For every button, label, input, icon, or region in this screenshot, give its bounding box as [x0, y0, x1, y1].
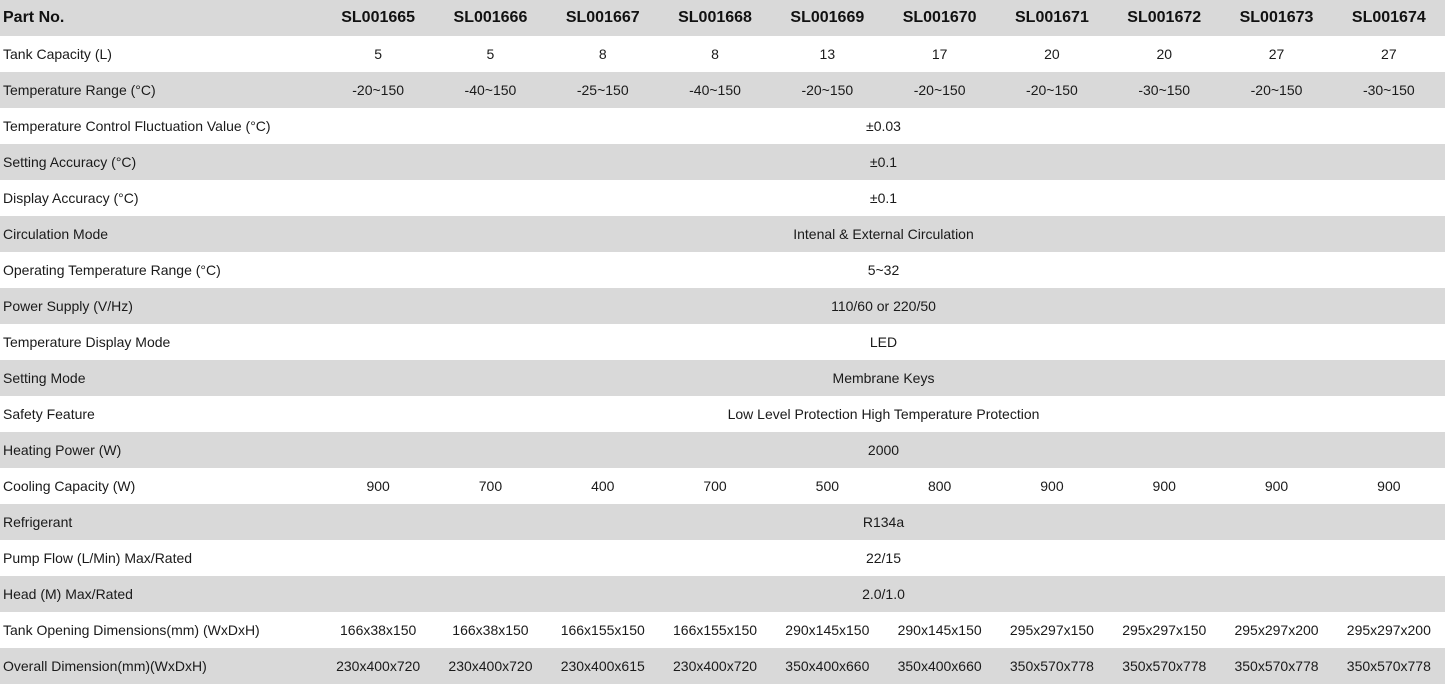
- shared-cell-value: R134a: [862, 514, 905, 530]
- cell-value: -40~150: [464, 82, 517, 98]
- shared-cell-value: 5~32: [867, 262, 900, 278]
- shared-cell-value: 2.0/1.0: [862, 586, 905, 602]
- row-label: Setting Mode: [3, 370, 86, 386]
- cell-value: -30~150: [1362, 82, 1415, 98]
- cell-value: 900: [1040, 478, 1064, 494]
- cell-value: -20~150: [1026, 82, 1078, 98]
- cell-value: -30~150: [1138, 82, 1191, 98]
- table-row: [0, 576, 1445, 612]
- cell-value: 350x400x660: [897, 658, 982, 674]
- cell-value: 700: [703, 478, 727, 494]
- cell-value: -40~150: [689, 82, 741, 98]
- cell-value: 230x400x615: [560, 658, 645, 674]
- shared-cell-value: ±0.1: [869, 154, 898, 170]
- cell-value: -20~150: [352, 82, 405, 98]
- cell-value: 13: [819, 46, 836, 62]
- row-label: Heating Power (W): [3, 442, 122, 458]
- cell-value: 350x570x778: [1009, 658, 1094, 674]
- row-label: Tank Capacity (L): [3, 46, 112, 62]
- cell-value: 166x38x150: [452, 622, 529, 638]
- cell-value: 900: [1264, 478, 1289, 494]
- row-label: Operating Temperature Range (°C): [3, 262, 221, 278]
- part-number-header: SL001669: [790, 9, 865, 26]
- table-row: [0, 432, 1445, 468]
- cell-value: 350x570x778: [1234, 658, 1319, 674]
- shared-cell-value: LED: [869, 334, 898, 350]
- row-label: Pump Flow (L/Min) Max/Rated: [3, 550, 193, 566]
- cell-value: 5: [486, 46, 495, 62]
- cell-value: 500: [815, 478, 840, 494]
- table-row: [0, 216, 1445, 252]
- row-label: Head (M) Max/Rated: [3, 586, 133, 602]
- cell-value: 290x145x150: [897, 622, 982, 638]
- cell-value: 27: [1381, 46, 1397, 62]
- row-label: Refrigerant: [3, 514, 73, 530]
- shared-cell-value: Low Level Protection High Temperature Protection: [727, 406, 1040, 422]
- cell-value: 8: [711, 46, 719, 62]
- row-label: Setting Accuracy (°C): [3, 154, 137, 170]
- cell-value: 230x400x720: [336, 658, 421, 674]
- shared-cell-value: ±0.1: [869, 190, 898, 206]
- row-label: Circulation Mode: [3, 226, 109, 242]
- cell-value: 295x297x200: [1346, 622, 1431, 638]
- cell-value: 8: [598, 46, 607, 62]
- shared-cell-value: 110/60 or 220/50: [831, 298, 936, 314]
- cell-value: 290x145x150: [785, 622, 870, 638]
- cell-value: 350x400x660: [785, 658, 870, 674]
- part-number-header: SL001665: [341, 9, 416, 26]
- part-number-header: SL001670: [902, 9, 977, 26]
- row-label: Temperature Display Mode: [3, 334, 171, 350]
- cell-value: 900: [1377, 478, 1401, 494]
- table-row: [0, 504, 1445, 540]
- cell-value: 17: [931, 46, 948, 62]
- table-row: [0, 108, 1445, 144]
- cell-value: 166x38x150: [340, 622, 417, 638]
- row-label: Temperature Range (°C): [3, 82, 156, 98]
- shared-cell-value: 2000: [867, 442, 900, 458]
- table-row: [0, 252, 1445, 288]
- cell-value: -20~150: [913, 82, 966, 98]
- table-row: [0, 288, 1445, 324]
- table-row: [0, 324, 1445, 360]
- table-row: [0, 612, 1445, 648]
- row-label: Power Supply (V/Hz): [3, 298, 133, 314]
- cell-value: 27: [1268, 46, 1285, 62]
- row-label: Cooling Capacity (W): [3, 478, 136, 494]
- cell-value: -20~150: [1250, 82, 1303, 98]
- shared-cell-value: Intenal & External Circulation: [793, 226, 974, 242]
- cell-value: 166x155x150: [673, 622, 758, 638]
- cell-value: 166x155x150: [560, 622, 645, 638]
- shared-cell-value: ±0.03: [866, 118, 901, 134]
- cell-value: 350x570x778: [1122, 658, 1207, 674]
- cell-value: -20~150: [801, 82, 854, 98]
- shared-cell-value: 22/15: [865, 550, 902, 566]
- part-number-header: SL001673: [1239, 9, 1314, 26]
- cell-value: 295x297x200: [1234, 622, 1319, 638]
- shared-cell-value: Membrane Keys: [832, 370, 935, 386]
- table-row: [0, 468, 1445, 504]
- cell-value: 800: [927, 478, 952, 494]
- part-number-header: SL001672: [1127, 9, 1202, 26]
- cell-value: 700: [478, 478, 503, 494]
- part-no-header: Part No.: [3, 9, 65, 26]
- row-label: Display Accuracy (°C): [3, 190, 139, 206]
- row-label: Safety Feature: [3, 406, 95, 422]
- cell-value: 900: [1152, 478, 1176, 494]
- cell-value: 295x297x150: [1009, 622, 1094, 638]
- part-number-header: SL001674: [1351, 9, 1426, 26]
- table-row: [0, 648, 1445, 684]
- cell-value: 230x400x720: [448, 658, 533, 674]
- table-row: [0, 36, 1445, 72]
- part-number-header: SL001667: [565, 9, 640, 26]
- cell-value: 400: [591, 478, 615, 494]
- header-row: [0, 0, 1445, 36]
- table-row: [0, 540, 1445, 576]
- cell-value: 350x570x778: [1346, 658, 1431, 674]
- table-row: [0, 360, 1445, 396]
- part-number-header: SL001666: [453, 9, 528, 26]
- cell-value: 295x297x150: [1122, 622, 1207, 638]
- table-row: [0, 144, 1445, 180]
- table-row: [0, 396, 1445, 432]
- part-number-header: SL001668: [678, 9, 752, 26]
- cell-value: 5: [374, 46, 383, 62]
- cell-value: 20: [1044, 46, 1060, 62]
- cell-value: -25~150: [576, 82, 629, 98]
- part-number-header: SL001671: [1015, 9, 1089, 26]
- spec-table-body: [0, 36, 1445, 684]
- row-label: Temperature Control Fluctuation Value (°C): [3, 118, 271, 134]
- cell-value: 230x400x720: [673, 658, 758, 674]
- table-row: [0, 72, 1445, 108]
- row-label: Tank Opening Dimensions(mm) (WxDxH): [3, 622, 260, 638]
- cell-value: 900: [366, 478, 390, 494]
- cell-value: 20: [1156, 46, 1173, 62]
- row-label: Overall Dimension(mm)(WxDxH): [3, 658, 207, 674]
- table-row: [0, 180, 1445, 216]
